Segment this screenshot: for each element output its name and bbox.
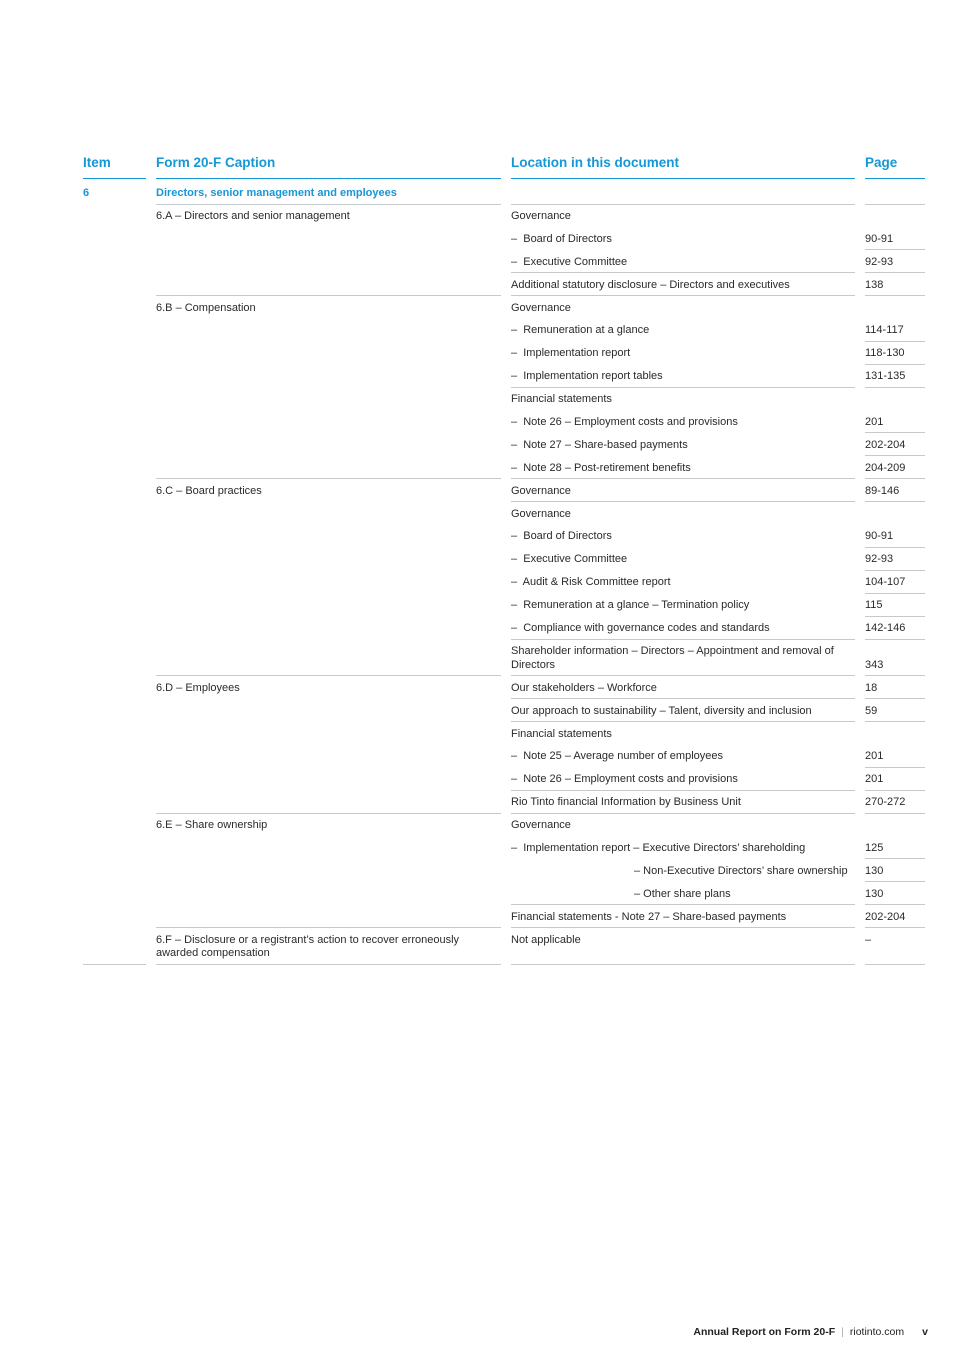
location-cell [511, 179, 855, 205]
caption-cell [156, 525, 501, 548]
caption-cell [156, 273, 501, 296]
table-row [83, 456, 925, 479]
item-cell [83, 319, 146, 342]
item-cell [83, 227, 146, 250]
page-cell: 202-204 [865, 905, 925, 928]
page-cell: 201 [865, 745, 925, 768]
table-row [83, 699, 925, 722]
page-cell: 92-93 [865, 250, 925, 273]
location-cell: – Executive Committee [511, 553, 628, 565]
item-cell [83, 836, 146, 859]
location-cell: – Remuneration at a glance [511, 324, 650, 336]
page-cell: 343 [865, 640, 925, 677]
page-cell: 201 [865, 768, 925, 791]
location-cell: – Non-Executive Directors’ share ownership [634, 864, 848, 877]
item-cell [83, 205, 146, 228]
page-cell: 130 [865, 882, 925, 905]
location-cell: – Note 26 – Employment costs and provisions [511, 768, 855, 791]
page-cell: 204-209 [865, 456, 925, 479]
caption-cell: 6.D – Employees [156, 681, 240, 694]
table-row [83, 342, 925, 365]
caption-cell [156, 594, 501, 617]
table-row [83, 859, 925, 882]
item-6-row [83, 179, 925, 205]
page-cell: 130 [865, 859, 925, 882]
caption-cell [156, 836, 501, 859]
caption-cell: 6.F – Disclosure or a registrant’s action to recover erroneously awarded compensation [156, 928, 501, 965]
item-cell [83, 594, 146, 617]
page-cell: 104-107 [865, 571, 925, 594]
col-header-item: Item [83, 153, 146, 179]
page-cell [865, 388, 925, 411]
item-cell [83, 699, 146, 722]
caption-cell [156, 388, 501, 411]
table-row [83, 227, 925, 250]
location-cell: Rio Tinto financial Information by Business Unit [511, 791, 855, 814]
page-cell: – [865, 928, 925, 965]
page-cell: 92-93 [865, 548, 925, 571]
page-cell: 59 [865, 699, 925, 722]
table-row [83, 928, 925, 965]
page-footer [83, 1326, 928, 1339]
page-cell [865, 205, 925, 228]
caption-cell [156, 250, 501, 273]
page-cell [865, 814, 925, 837]
page-cell: 90-91 [865, 227, 925, 250]
caption-cell [156, 882, 501, 905]
caption-cell [156, 722, 501, 745]
table-row [83, 273, 925, 296]
page-cell: 142-146 [865, 617, 925, 640]
item-cell [83, 722, 146, 745]
location-cell: Governance [511, 819, 571, 831]
location-cell: – Implementation report [511, 347, 631, 359]
page-cell: 118-130 [865, 342, 925, 365]
col-header-location: Location in this document [511, 153, 855, 179]
caption-cell [156, 502, 501, 525]
location-cell: Not applicable [511, 928, 855, 965]
page-cell [865, 722, 925, 745]
item-cell [83, 905, 146, 928]
caption-cell [156, 745, 501, 768]
page-cell: 115 [865, 594, 925, 617]
footer-divider: | [841, 1326, 844, 1338]
location-cell: – Note 27 – Share-based payments [511, 438, 688, 451]
caption-cell: 6.E – Share ownership [156, 819, 268, 831]
table-row [83, 617, 925, 640]
location-cell: – Board of Directors [511, 232, 612, 245]
caption-cell [156, 433, 501, 456]
caption-cell [156, 768, 501, 791]
table-row [83, 433, 925, 456]
caption-cell [156, 617, 501, 640]
page-cell [865, 179, 925, 205]
caption-cell: 6.C – Board practices [156, 484, 262, 497]
item-cell [83, 571, 146, 594]
item-cell [83, 410, 146, 433]
location-cell: – Implementation report – Executive Directors’ shareholding [511, 841, 806, 854]
caption-cell [156, 319, 501, 342]
location-cell: – Compliance with governance codes and standards [511, 617, 855, 640]
item-cell [83, 617, 146, 640]
location-cell: Financial statements [511, 727, 612, 740]
item-cell [83, 928, 146, 965]
page-cell: 114-117 [865, 319, 925, 342]
page-cell: 201 [865, 410, 925, 433]
item-cell [83, 456, 146, 479]
item-cell [83, 388, 146, 411]
item-cell [83, 791, 146, 814]
location-cell: Financial statements [511, 393, 612, 405]
table-row [83, 676, 925, 699]
item-cell [83, 365, 146, 388]
table-row [83, 250, 925, 273]
item-cell [83, 548, 146, 571]
page-cell: 18 [865, 676, 925, 699]
table-row [83, 571, 925, 594]
table-row [83, 548, 925, 571]
location-cell: – Executive Committee [511, 250, 855, 273]
page-cell: 125 [865, 836, 925, 859]
footer-page-number: v [922, 1326, 928, 1338]
table-row [83, 319, 925, 342]
footer-website: riotinto.com [849, 1326, 905, 1338]
item-cell [83, 342, 146, 365]
form-20f-cross-reference-table [83, 153, 925, 965]
location-cell: Governance [511, 507, 571, 520]
item-number: 6 [83, 187, 90, 199]
caption-cell [156, 456, 501, 479]
page-cell: 202-204 [865, 433, 925, 456]
location-cell: Shareholder information – Directors – Appointment and removal of Directors [511, 640, 855, 677]
table-row [83, 296, 925, 319]
item-cell [83, 250, 146, 273]
table-row [83, 905, 925, 928]
caption-cell [156, 699, 501, 722]
location-cell: – Implementation report tables [511, 365, 855, 388]
item-cell [83, 745, 146, 768]
item-cell [83, 768, 146, 791]
item-cell [83, 640, 146, 677]
page-cell: 131-135 [865, 365, 925, 388]
table-row [83, 205, 925, 228]
table-row [83, 365, 925, 388]
table-row [83, 791, 925, 814]
location-cell: – Other share plans [511, 882, 855, 905]
location-cell: – Board of Directors [511, 530, 612, 542]
table-row [83, 525, 925, 548]
location-cell: Financial statements - Note 27 – Share-based payments [511, 905, 855, 928]
caption-cell [156, 571, 501, 594]
page-cell: 138 [865, 273, 925, 296]
table-row [83, 882, 925, 905]
item-cell [83, 296, 146, 319]
page-cell [865, 502, 925, 525]
table-row [83, 640, 925, 677]
item-cell [83, 814, 146, 837]
location-cell: Our approach to sustainability – Talent, diversity and inclusion [511, 699, 855, 722]
location-cell: – Remuneration at a glance – Termination policy [511, 599, 750, 611]
item-cell [83, 882, 146, 905]
item-title: Directors, senior management and employees [156, 179, 501, 205]
location-cell: Our stakeholders – Workforce [511, 676, 855, 699]
col-header-page: Page [865, 153, 925, 179]
table-row [83, 479, 925, 502]
table-header-row [83, 153, 925, 179]
item-cell [83, 479, 146, 502]
footer-report-title: Annual Report on Form 20-F [693, 1326, 836, 1338]
table-row [83, 502, 925, 525]
caption-cell [156, 640, 501, 677]
item-cell [83, 502, 146, 525]
location-cell: Governance [511, 479, 855, 502]
caption-cell: 6.B – Compensation [156, 301, 256, 314]
caption-cell [156, 905, 501, 928]
table-row [83, 836, 925, 859]
location-cell: – Note 25 – Average number of employees [511, 750, 723, 762]
location-cell: – Note 26 – Employment costs and provisions [511, 415, 738, 428]
location-cell: Additional statutory disclosure – Directors and executives [511, 273, 855, 296]
table-row [83, 410, 925, 433]
location-cell: Governance [511, 210, 571, 222]
item-cell [83, 525, 146, 548]
caption-cell [156, 342, 501, 365]
caption-cell [156, 365, 501, 388]
page-cell: 89-146 [865, 479, 925, 502]
caption-cell [156, 548, 501, 571]
table-row [83, 745, 925, 768]
col-header-caption: Form 20-F Caption [156, 153, 501, 179]
location-cell: – Audit & Risk Committee report [511, 576, 671, 588]
table-row [83, 722, 925, 745]
table-row [83, 594, 925, 617]
location-cell: Governance [511, 301, 571, 314]
item-cell [83, 273, 146, 296]
table-row [83, 768, 925, 791]
page-cell: 270-272 [865, 791, 925, 814]
caption-cell [156, 859, 501, 882]
caption-cell: 6.A – Directors and senior management [156, 210, 350, 222]
page-cell: 90-91 [865, 525, 925, 548]
item-cell [83, 859, 146, 882]
location-cell: – Note 28 – Post-retirement benefits [511, 456, 855, 479]
caption-cell [156, 410, 501, 433]
item-cell [83, 676, 146, 699]
table-row [83, 388, 925, 411]
table-row [83, 814, 925, 837]
caption-cell [156, 791, 501, 814]
item-cell [83, 433, 146, 456]
caption-cell [156, 227, 501, 250]
page-cell [865, 296, 925, 319]
